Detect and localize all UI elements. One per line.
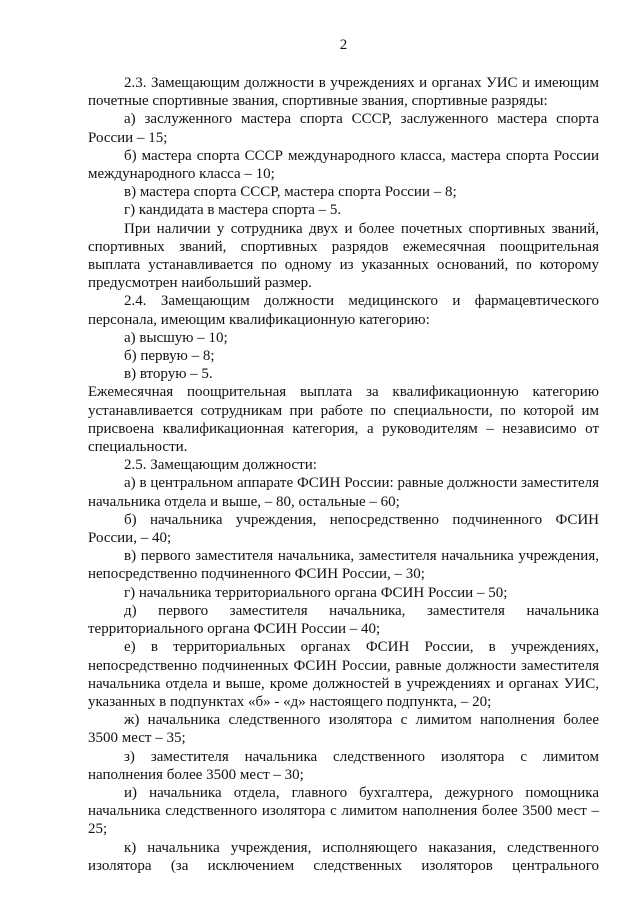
paragraph-2-5-v: в) первого заместителя начальника, заместителя начальника учреждения, непосредственно подчиненного ФСИН России, – 30; — [88, 548, 599, 583]
paragraph-2-5-i: и) начальника отдела, главного бухгалтера, дежурного помощника начальника следственного изолятора с лимитом наполнения более 3500 мест – 25; — [88, 784, 599, 838]
paragraph-2-5-heading: 2.5. Замещающим должности: — [124, 457, 317, 474]
paragraph-2-4-v: в) вторую – 5. — [124, 366, 213, 383]
paragraph-2-5-zh: ж) начальника следственного изолятора с лимитом наполнения более 3500 мест – 35; — [88, 712, 599, 747]
page-number: 2 — [339, 37, 348, 53]
paragraph-2-3-v: в) мастера спорта СССР, мастера спорта России – 8; — [124, 184, 457, 201]
paragraph-2-4-note: Ежемесячная поощрительная выплата за квалификационную категорию устанавливается сотрудникам при работе по специальности, по которой им присвоена квалификационная категория, а руководителям – независимо от специальности. — [88, 384, 599, 456]
paragraph-2-3-g: г) кандидата в мастера спорта – 5. — [124, 202, 342, 219]
paragraph-2-5-k: к) начальника учреждения, исполняющего наказания, следственного изолятора (за исключением следственных изоляторов центрального — [88, 839, 599, 874]
paragraph-2-5-b: б) начальника учреждения, непосредственно подчиненного ФСИН России, – 40; — [88, 511, 599, 547]
paragraph-2-5-g: г) начальника территориального органа ФСИН России – 50; — [124, 584, 508, 601]
paragraph-2-5-z: з) заместителя начальника следственного изолятора с лимитом наполнения более 3500 мест – 30; — [88, 748, 599, 783]
paragraph-2-4-b: б) первую – 8; — [124, 348, 215, 365]
paragraph-2-5-a: а) в центральном аппарате ФСИН России: равные должности заместителя начальника отдела и выше, – 80, остальные – 60; — [88, 475, 599, 510]
paragraph-2-4-a: а) высшую – 10; — [124, 329, 228, 346]
paragraph-2-5-d: д) первого заместителя начальника, заместителя начальника территориального органа ФСИН России – 40; — [88, 602, 599, 638]
paragraph-2-3-b: б) мастера спорта СССР международного класса, мастера спорта России международного класса – 10; — [88, 147, 599, 183]
paragraph-2-3-a: а) заслуженного мастера спорта СССР, заслуженного мастера спорта России – 15; — [88, 111, 599, 146]
document-body — [88, 74, 599, 875]
paragraph-2-3-heading: 2.3. Замещающим должности в учреждениях и органах УИС и имеющим почетные спортивные звания, спортивные звания, спортивные разряды: — [88, 75, 599, 110]
paragraph-2-3-note: При наличии у сотрудника двух и более почетных спортивных званий, спортивных званий, спортивных разрядов ежемесячная поощрительная выплата устанавливается по одному из указанных оснований, по которому предусмотрен наибольший размер. — [88, 220, 599, 292]
paragraph-2-5-e: е) в территориальных органах ФСИН России, в учреждениях, непосредственно подчиненных ФСИН России, равные должности заместителя начальника отдела и выше, кроме должностей в учреждениях и органах УИС, указанных в подпунктах «б» - «д» настоящего подпункта, – 20; — [88, 639, 599, 710]
paragraph-2-4-heading: 2.4. Замещающим должности медицинского и фармацевтического персонала, имеющим квалификационную категорию: — [88, 293, 599, 328]
